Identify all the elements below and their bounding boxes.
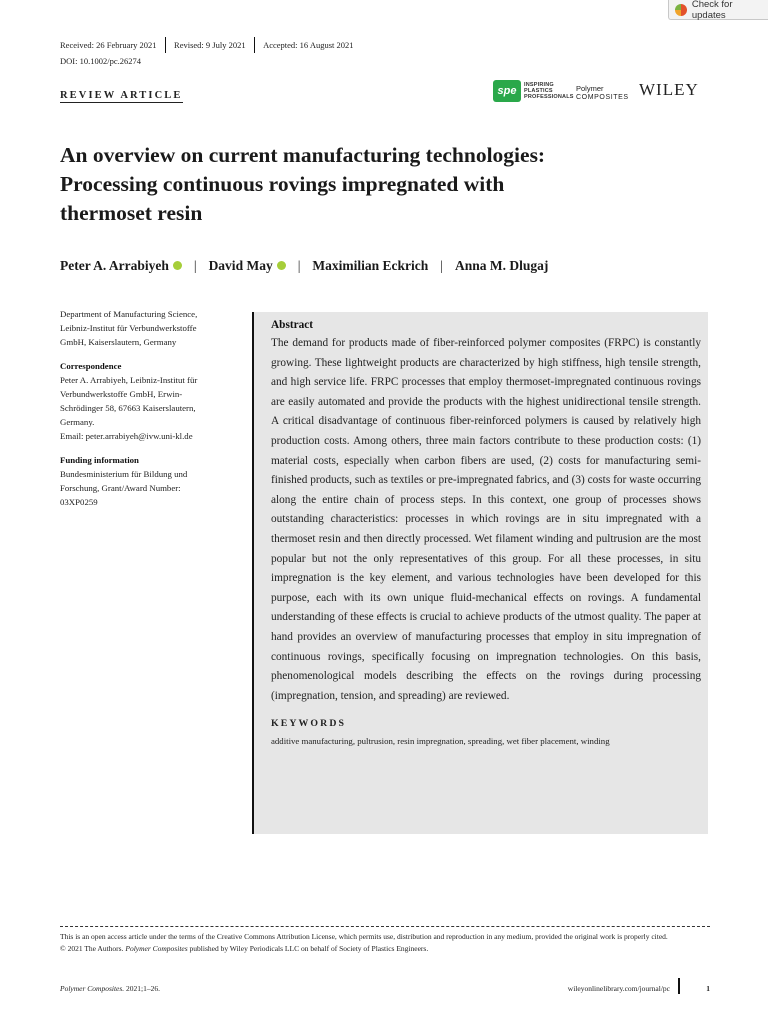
spe-tagline: INSPIRING PLASTICS PROFESSIONALS <box>524 82 574 100</box>
affiliation-line: Department of Manufacturing Science, <box>60 309 198 319</box>
date-separator <box>165 37 167 53</box>
orcid-icon[interactable] <box>277 261 286 270</box>
footer-divider <box>60 926 710 927</box>
journal-url[interactable]: wileyonlinelibrary.com/journal/pc <box>567 984 670 993</box>
license-note <box>60 931 710 955</box>
history-dates <box>60 37 354 53</box>
author[interactable] <box>209 258 286 274</box>
check-for-updates-button[interactable] <box>668 0 768 20</box>
journal-name: Polymer Composites. <box>60 984 125 993</box>
correspondence-line: Verbundwerkstoffe GmbH, Erwin- <box>60 389 183 399</box>
correspondence-line: Peter A. Arrabiyeh, Leibniz-Institut für <box>60 375 198 385</box>
article-type: REVIEW ARTICLE <box>60 90 183 101</box>
author-name[interactable]: Maximilian Eckrich <box>312 258 429 273</box>
accepted-date: Accepted: 16 August 2021 <box>263 40 354 50</box>
journal-logo-line1: Polymer <box>576 84 604 93</box>
title-line: An overview on current manufacturing technologies: <box>60 143 546 167</box>
copyright-journal: Polymer Composites <box>125 944 188 953</box>
author-list <box>60 258 548 274</box>
keywords-text: additive manufacturing, pultrusion, resin impregnation, spreading, wet fiber placement, winding <box>271 736 610 747</box>
abstract-text: The demand for products made of fiber-reinforced polymer composites (FRPC) is constantly growing. These lightweight products are characterized by high stiffness, high tensile strength, and high service life. FRPC processes that employ thermoset-impregnated continuous rovings are easily automated and provide the products with the highest unidirectional tensile strength. A critical disadvantage of continuous fiber-reinforced polymers is caused by relatively high production costs. Among others, three main factors contribute to these production costs: (1) material costs, especially when carbon fibers are used, (2) costs for manufacturing semi-finished products, such as textiles or pre-impregnated fabrics, and (3) costs for waste occurring along the entire chain of process steps. In this context, one group of processes shows outstanding characteristics: processes in which rovings are in situ impregnated with a thermoset resin and then directly processed. Wet filament winding and pultrusion are the most popular but not the only representatives of this group. For all these processes, in situ impregnation is the key element, and various technologies have been developed for this purpose, each with its own unique fluid-mechanical effects on rovings. A fundamental understanding of these effects is crucial to achieve products of the utmost quality. The paper at hand provides an overview of manufacturing processes that employ in situ impregnation of continuous rovings, specifically focusing on impregnation technologies. On this basis, phenomenological models describing the effects on the rovings during processing (impregnation, tension, and spreading) are reviewed. <box>271 337 701 702</box>
correspondence-heading: Correspondence <box>60 361 122 371</box>
affiliation <box>60 307 240 349</box>
copyright-line <box>60 943 710 955</box>
crossmark-icon <box>675 4 687 16</box>
funding-information <box>60 453 240 509</box>
title-line: thermoset resin <box>60 201 203 225</box>
author-info-column <box>60 307 240 519</box>
funding-line: 03XP0259 <box>60 497 98 507</box>
funding-line: Forschung, Grant/Award Number: <box>60 483 181 493</box>
abstract-box <box>252 312 708 834</box>
journal-logo <box>576 84 629 102</box>
article-title <box>60 141 720 228</box>
page-footer <box>60 984 710 998</box>
orcid-icon[interactable] <box>173 261 182 270</box>
footer-separator <box>678 978 680 994</box>
funding-heading: Funding information <box>60 455 139 465</box>
funding-line: Bundesministerium für Bildung und <box>60 469 188 479</box>
journal-logo-line2: COMPOSITES <box>576 94 629 101</box>
abstract-heading: Abstract <box>271 319 314 331</box>
wiley-logo: WILEY <box>639 80 699 99</box>
check-for-updates-label: Check for updates <box>691 0 733 21</box>
author-name[interactable]: David May <box>208 258 273 273</box>
affiliation-line: Leibniz-Institut für Verbundwerkstoffe <box>60 323 197 333</box>
title-line: Processing continuous rovings impregnated with <box>60 172 505 196</box>
copyright-suffix: published by Wiley Periodicals LLC on behalf of Society of Plastics Engineers. <box>189 944 429 953</box>
author-name[interactable]: Anna M. Dlugaj <box>454 258 549 273</box>
correspondence-email[interactable]: Email: peter.arrabiyeh@ivw.uni-kl.de <box>60 431 193 441</box>
revised-date: Revised: 9 July 2021 <box>174 40 246 50</box>
author[interactable] <box>455 258 548 274</box>
correspondence-line: Schrödinger 58, 67663 Kaiserslautern, <box>60 403 196 413</box>
copyright-prefix: © 2021 The Authors. <box>60 944 124 953</box>
license-text: This is an open access article under the terms of the Creative Commons Attribution License, which permits use, distribution and reproduction in any medium, provided the original work is properly cited. <box>60 932 668 941</box>
journal-citation <box>60 984 160 993</box>
author-separator: | <box>440 258 443 273</box>
author[interactable] <box>60 258 182 274</box>
affiliation-line: GmbH, Kaiserslautern, Germany <box>60 337 177 347</box>
spe-logo <box>493 80 574 102</box>
author-separator: | <box>193 258 197 273</box>
spe-mark: spe <box>493 80 521 102</box>
page-number: 1 <box>706 984 710 993</box>
author-separator: | <box>297 258 301 273</box>
correspondence <box>60 359 240 443</box>
author-name[interactable]: Peter A. Arrabiyeh <box>60 258 169 273</box>
keywords-heading: KEYWORDS <box>271 718 347 730</box>
date-separator <box>254 37 256 53</box>
journal-ref: 2021;1–26. <box>126 984 161 993</box>
doi[interactable]: DOI: 10.1002/pc.26274 <box>60 56 141 66</box>
author[interactable] <box>312 258 428 274</box>
received-date: Received: 26 February 2021 <box>60 40 157 50</box>
correspondence-line: Germany. <box>60 417 95 427</box>
